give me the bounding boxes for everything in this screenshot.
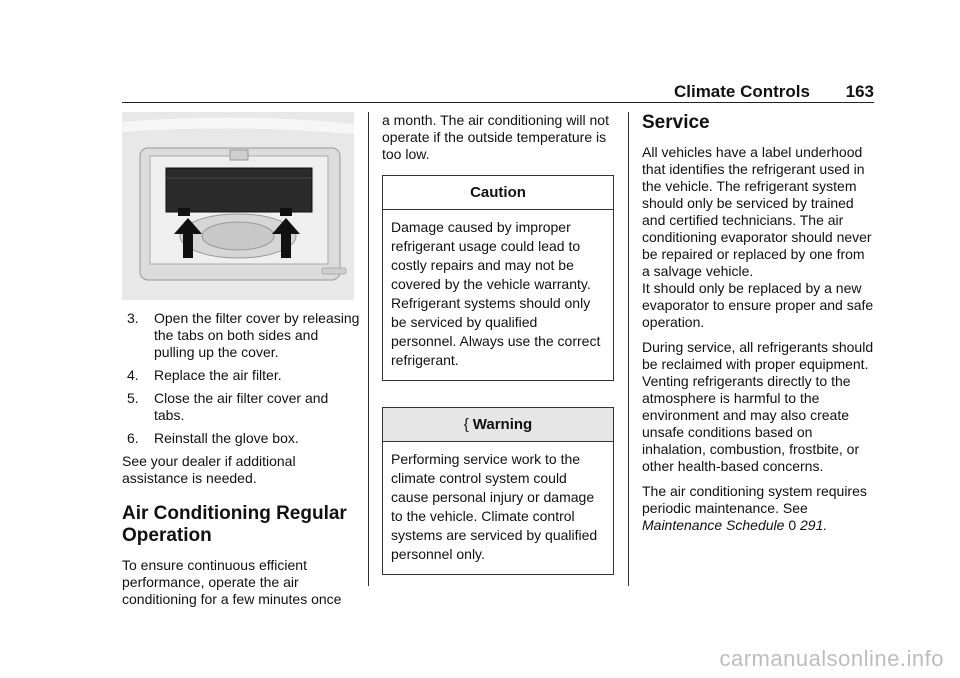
column-3 bbox=[642, 112, 876, 542]
column-1 bbox=[122, 112, 360, 616]
glove-box-filter-illustration bbox=[122, 112, 354, 300]
list-item: 3. Open the filter cover by releasing the tabs on both sides and pulling up the cover. bbox=[127, 310, 360, 360]
page-reference[interactable]: 291. bbox=[800, 517, 828, 533]
body-paragraph: All vehicles have a label underhood that identifies the refrigerant used in the vehicle. The refrigerant system should only be serviced by trained and certified technicians. The air conditioning evaporator should never be repaired or replaced by one from a salvage vehicle. bbox=[642, 144, 872, 279]
dealer-note: See your dealer if additional assistance is needed. bbox=[122, 453, 296, 486]
list-item: 5. Close the air filter cover and tabs. bbox=[127, 390, 329, 423]
page-number: 163 bbox=[845, 82, 874, 101]
warning-box bbox=[382, 407, 614, 575]
column-2 bbox=[382, 112, 614, 575]
step-list bbox=[122, 310, 360, 447]
caution-text: Damage caused by improper refrigerant usage could lead to costly repairs and may not be covered by the vehicle warranty. Refrigerant systems should only be serviced by qualified personnel. Always use the correct refrigerant. bbox=[391, 219, 601, 368]
warning-text: Performing service work to the climate control system could cause personal injury or damage to the vehicle. Climate control systems are serviced by qualified personnel only. bbox=[391, 451, 598, 562]
body-paragraph: a month. The air conditioning will not operate if the outside temperature is too low. bbox=[382, 112, 609, 162]
section-heading: Service bbox=[642, 112, 710, 133]
maintenance-schedule-link[interactable]: Maintenance Schedule bbox=[642, 517, 785, 533]
body-paragraph: The air conditioning system requires periodic maintenance. See Maintenance Schedule 0 291. bbox=[642, 483, 867, 533]
column-divider bbox=[628, 112, 629, 586]
running-header-title: Climate Controls bbox=[673, 82, 810, 101]
column-divider bbox=[368, 112, 369, 586]
warning-icon: { bbox=[463, 416, 469, 433]
header-rule bbox=[122, 102, 874, 103]
warning-header bbox=[383, 408, 613, 442]
caution-box bbox=[382, 175, 614, 381]
watermark: carmanualsonline.info bbox=[719, 646, 944, 671]
body-paragraph: To ensure continuous efficient performance, operate the air conditioning for a few minutes once bbox=[122, 557, 342, 607]
section-heading: Air Conditioning Regular Operation bbox=[122, 503, 347, 546]
warning-title: Warning bbox=[472, 416, 533, 433]
body-paragraph: During service, all refrigerants should be reclaimed with proper equipment. Venting refrigerants directly to the atmosphere is harmful to the environment and may also create unsafe conditions based on inhalation, combustion, frostbite, or other health-based concerns. bbox=[642, 339, 874, 474]
list-item: 6. Reinstall the glove box. bbox=[127, 430, 299, 446]
caution-title: Caution bbox=[383, 176, 613, 210]
list-item: 4. Replace the air filter. bbox=[127, 367, 282, 383]
body-paragraph: It should only be replaced by a new evaporator to ensure proper and safe operation. bbox=[642, 280, 874, 330]
page-arrow-icon: 0 bbox=[788, 517, 797, 533]
